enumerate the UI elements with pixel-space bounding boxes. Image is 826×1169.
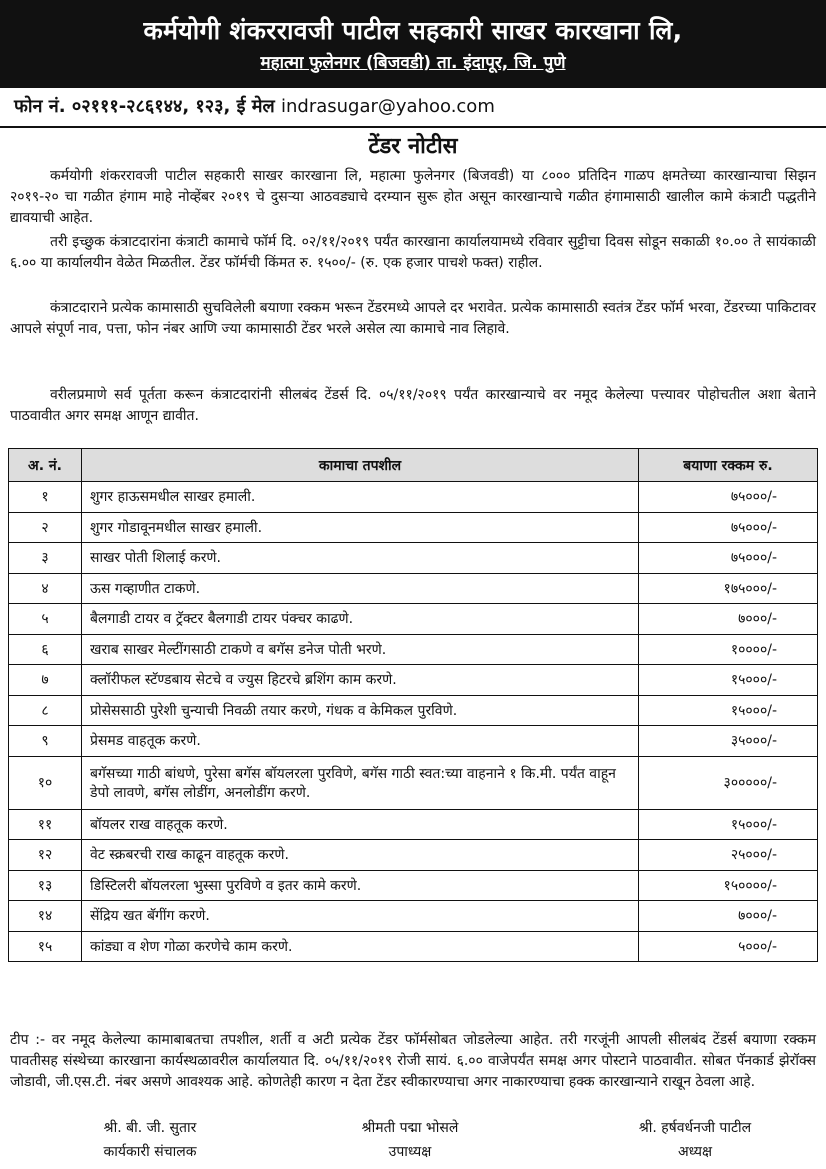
amount-cell: ७५०००/-	[639, 482, 818, 513]
signatory-title: अध्यक्ष	[677, 1144, 713, 1160]
table-row	[9, 665, 818, 696]
paragraph-submission: वरीलप्रमाणे सर्व पूर्तता करून कंत्राटदारांनी सीलबंद टेंडर्स दि. ०५/११/२०१९ पर्यंत कारखान्याचे वर नमूद केलेल्या पत्त्यावर पोहोचतील अशा बेताने पाठवावीत अगर समक्ष आणून द्यावीत.	[10, 387, 816, 424]
table-row	[9, 901, 818, 932]
serial-cell: १२	[9, 840, 82, 871]
description-cell: कांड्या व शेण गोळा करणेचे काम करणे.	[82, 931, 639, 962]
amount-cell: ७५०००/-	[639, 512, 818, 543]
description-cell: प्रोसेससाठी पुरेशी चुन्याची निवळी तयार करणे, गंधक व केमिकल पुरविणे.	[82, 695, 639, 726]
amount-cell: ३०००००/-	[639, 756, 818, 809]
serial-cell: १४	[9, 901, 82, 932]
contact-line	[0, 90, 826, 124]
table-row	[9, 809, 818, 840]
amount-cell: ७५०००/-	[639, 543, 818, 574]
serial-cell: १	[9, 482, 82, 513]
serial-cell: ५	[9, 604, 82, 635]
description-cell: बॉयलर राख वाहतूक करणे.	[82, 809, 639, 840]
factory-name: कर्मयोगी शंकररावजी पाटील सहकारी साखर कारखाना लि,	[143, 16, 683, 45]
paragraph-intro: कर्मयोगी शंकररावजी पाटील सहकारी साखर कारखाना लि, महात्मा फुलेनगर (बिजवडी) या ८००० प्रतिदिन गाळप क्षमतेच्या कारखान्याचा सिझन २०१९-२० चा गळीत हंगाम माहे नोव्हेंबर २०१९ चे दुसऱ्या आठवड्याचे दरम्यान सुरू होत असून कारखान्याचे गळीत हंगामासाठी खालील कामे कंत्राटी पद्धतीने द्यावयाची आहेत.	[10, 168, 816, 226]
amount-cell: १५०००/-	[639, 809, 818, 840]
col-header-amount: बयाणा रक्कम रु.	[639, 449, 818, 482]
serial-cell: १३	[9, 870, 82, 901]
amount-cell: १७५०००/-	[639, 573, 818, 604]
signatory-name: श्री. बी. जी. सुतार	[103, 1120, 197, 1136]
email-label: ई मेल	[236, 96, 275, 117]
signatory-executive-director	[40, 1116, 260, 1164]
amount-cell: ५०००/-	[639, 931, 818, 962]
description-cell: साखर पोती शिलाई करणे.	[82, 543, 639, 574]
table-row	[9, 695, 818, 726]
amount-cell: ७०००/-	[639, 901, 818, 932]
amount-cell: २५०००/-	[639, 840, 818, 871]
table-row	[9, 604, 818, 635]
description-cell: बगॅसच्या गाठी बांधणे, पुरेसा बगॅस बॉयलरला पुरविणे, बगॅस गाठी स्वत:च्या वाहनाने १ कि.मी. पर्यंत वाहून डेपो लावणे, बगॅस लोडींग, अनलोडींग करणे.	[82, 756, 639, 809]
amount-cell: १००००/-	[639, 634, 818, 665]
description-cell: सेंद्रिय खत बॅगींग करणे.	[82, 901, 639, 932]
note-paragraph: टीप :- वर नमूद केलेल्या कामाबाबतचा तपशील, शर्ती व अटी प्रत्येक टेंडर फॉर्मसोबत जोडलेल्या आहेत. तरी गरजूंनी आपली सीलबंद टेंडर्स बयाणा रक्कम पावतीसह संस्थेच्या कारखाना कार्यस्थळावरील कार्यालयात दि. ०५/११/२०१९ रोजी सायं. ६.०० वाजेपर्यंत समक्ष अगर पोस्टाने पाठवावीत. सोबत पॅनकार्ड झेरॉक्स जोडावी, जी.एस.टी. नंबर असणे आवश्यक आहे. कोणतेही कारण न देता टेंडर स्वीकारण्याचा अगर नाकारण्याचा हक्क कारखान्याने राखून ठेवला आहे.	[10, 1032, 816, 1090]
col-header-serial: अ. नं.	[9, 449, 82, 482]
table-row	[9, 726, 818, 757]
serial-cell: ४	[9, 573, 82, 604]
paragraph-instructions: कंत्राटदाराने प्रत्येक कामासाठी सुचविलेली बयाणा रक्कम भरून टेंडरमध्ये आपले दर भरावेत. प्रत्येक कामासाठी स्वतंत्र टेंडर फॉर्म भरवा, टेंडरच्या पाकिटावर आपले संपूर्ण नाव, पत्ता, फोन नंबर आणि ज्या कामासाठी टेंडर भरले असेल त्या कामाचे नाव लिहावे.	[10, 300, 817, 337]
signatory-title: उपाध्यक्ष	[388, 1144, 432, 1160]
paragraph-forms: तरी इच्छुक कंत्राटदारांना कंत्राटी कामाचे फॉर्म दि. ०२/११/२०१९ पर्यंत कारखाना कार्यालयामध्ये रविवार सुट्टीचा दिवस सोडून सकाळी १०.०० ते सायंकाळी ६.०० या कार्यालयीन वेळेत मिळतील. टेंडर फॉर्मची किंमत रु. १५००/- (रु. एक हजार पाचशे फक्त) राहील.	[10, 234, 816, 271]
serial-cell: ११	[9, 809, 82, 840]
col-header-description: कामाचा तपशील	[82, 449, 639, 482]
table-row	[9, 931, 818, 962]
notice-title: टेंडर नोटीस	[368, 134, 458, 159]
phone-text: फोन नं. ०२१११-२८६१४४, १२३,	[14, 96, 231, 117]
amount-cell: १५००००/-	[639, 870, 818, 901]
description-cell: डिस्टिलरी बॉयलरला भुस्सा पुरविणे व इतर कामे करणे.	[82, 870, 639, 901]
works-table	[8, 448, 818, 962]
email-address: indrasugar@yahoo.com	[280, 96, 495, 117]
table-row	[9, 573, 818, 604]
serial-cell: १५	[9, 931, 82, 962]
serial-cell: १०	[9, 756, 82, 809]
description-cell: शुगर गोडावूनमधील साखर हमाली.	[82, 512, 639, 543]
serial-cell: ९	[9, 726, 82, 757]
table-row	[9, 840, 818, 871]
amount-cell: १५०००/-	[639, 695, 818, 726]
description-cell: क्लॉरीफल स्टॅण्डबाय सेटचे व ज्युस हिटरचे ब्रशिंग काम करणे.	[82, 665, 639, 696]
table-row	[9, 543, 818, 574]
serial-cell: ८	[9, 695, 82, 726]
header-banner	[0, 0, 826, 88]
table-row	[9, 870, 818, 901]
description-cell: शुगर हाऊसमधील साखर हमाली.	[82, 482, 639, 513]
amount-cell: १५०००/-	[639, 665, 818, 696]
amount-cell: ३५०००/-	[639, 726, 818, 757]
signatory-chairman	[580, 1116, 810, 1164]
description-cell: वेट स्क्रबरची राख काढून वाहतूक करणे.	[82, 840, 639, 871]
table-row	[9, 634, 818, 665]
signatory-name: श्री. हर्षवर्धनजी पाटील	[638, 1120, 752, 1136]
amount-cell: ७०००/-	[639, 604, 818, 635]
serial-cell: ३	[9, 543, 82, 574]
serial-cell: २	[9, 512, 82, 543]
table-row	[9, 482, 818, 513]
divider	[0, 126, 826, 128]
description-cell: खराब साखर मेल्टींगसाठी टाकणे व बगॅस डनेज पोती भरणे.	[82, 634, 639, 665]
factory-address: महात्मा फुलेनगर (बिजवडी) ता. इंदापूर, जि. पुणे	[260, 53, 566, 73]
description-cell: प्रेसमड वाहतूक करणे.	[82, 726, 639, 757]
serial-cell: ६	[9, 634, 82, 665]
table-row	[9, 756, 818, 809]
table-header-row	[9, 449, 818, 482]
table-row	[9, 512, 818, 543]
serial-cell: ७	[9, 665, 82, 696]
signatory-title: कार्यकारी संचालक	[103, 1144, 197, 1160]
signatory-vice-chairman	[300, 1116, 520, 1164]
signatory-name: श्रीमती पद्मा भोसले	[361, 1120, 459, 1136]
description-cell: ऊस गव्हाणीत टाकणे.	[82, 573, 639, 604]
description-cell: बैलगाडी टायर व ट्रॅक्टर बैलगाडी टायर पंक्चर काढणे.	[82, 604, 639, 635]
